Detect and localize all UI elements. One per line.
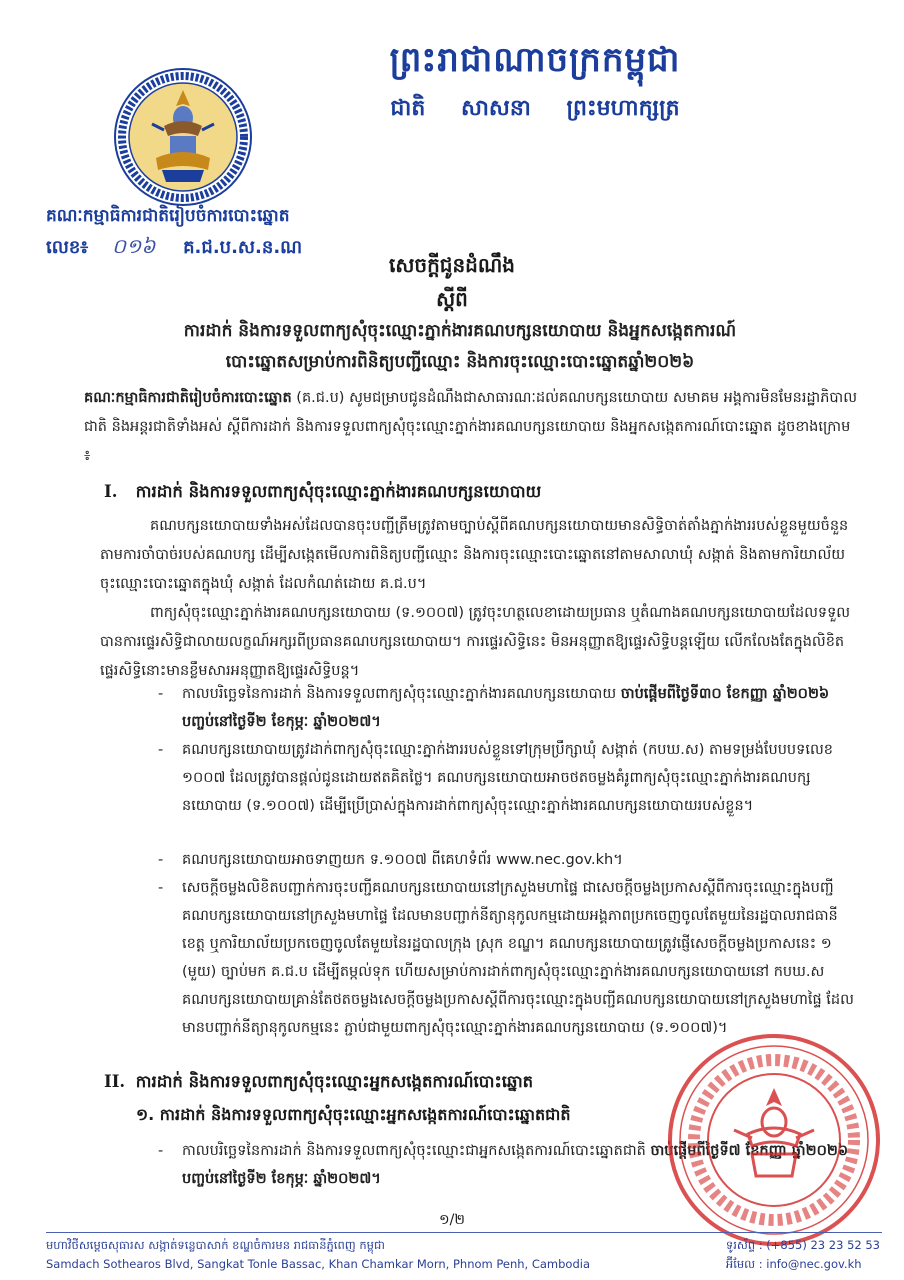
section-2-number: II. bbox=[104, 1072, 126, 1091]
document-subtitle: ស្តីពី bbox=[436, 287, 468, 311]
section-1-paragraph-1: គណបក្សនយោបាយទាំងអស់ដែលបានចុះបញ្ជីត្រឹមត្រូវតាមច្បាប់ស្តីពីគណបក្សនយោបាយមានសិទ្ធិចាត់តាំងភ្នាក់ងាររបស់ខ្លួនមួយចំនួនតាមការចាំបាច់របស់គណបក្ស ដើម្បីសង្កេតមើលការពិនិត្យបញ្ជីឈ្មោះ និងការចុះឈ្មោះបោះឆ្នោតនៅតាមសាលាឃុំ សង្កាត់ និងតាមការិយាល័យចុះឈ្មោះបោះឆ្នោតក្នុងឃុំ សង្កាត់ ដែលកំណត់ដោយ គ.ជ.ប។ bbox=[100, 518, 849, 592]
footer-address-kh: មហាវិថីសម្តេចសុធារស សង្កាត់ទន្លេបាសាក់ ខណ្ឌចំការមន រាជធានីភ្នំពេញ កម្ពុជា bbox=[46, 1238, 385, 1252]
document-subject-line2: បោះឆ្នោតសម្រាប់ការពិនិត្យបញ្ជីឈ្មោះ និងការចុះឈ្មោះបោះឆ្នោតឆ្នាំ២០២៦ bbox=[225, 352, 695, 372]
section-1-heading bbox=[104, 482, 541, 506]
bullet-text: កាលបរិច្ឆេទនៃការដាក់ និងការទទួលពាក្យសុំចុះឈ្មោះភ្នាក់ងារគណបក្សនយោបាយ bbox=[182, 686, 621, 702]
footer-divider bbox=[46, 1232, 882, 1233]
section-1-paragraph-2: ពាក្យសុំចុះឈ្មោះភ្នាក់ងារគណបក្សនយោបាយ (ទ.១០០៧) ត្រូវចុះហត្ថលេខាដោយប្រធាន ឬតំណាងគណបក្សនយោបាយដែលទទួលបានការផ្ទេរសិទ្ធិជាលាយលក្ខណ៍អក្សរពីប្រធានគណបក្សនយោបាយ។ ការផ្ទេរសិទ្ធិនេះ មិនអនុញ្ញាតឱ្យផ្ទេរសិទ្ធិបន្តឡើយ លើកលែងតែក្នុងលិខិតផ្ទេរសិទ្ធិនោះមានខ្លឹមសារអនុញ្ញាតឱ្យផ្ទេរសិទ្ធិបន្ត។ bbox=[100, 605, 851, 679]
section-2-title: ការដាក់ និងការទទួលពាក្យសុំចុះឈ្មោះអ្នកសង្កេតការណ៍បោះឆ្នោត bbox=[135, 1072, 534, 1091]
motto-religion: សាសនា bbox=[460, 95, 531, 121]
kingdom-title: ព្រះរាជាណាចក្រកម្ពុជា bbox=[389, 40, 681, 80]
reference-label: លេខ៖ bbox=[46, 237, 89, 258]
footer-address bbox=[46, 1236, 590, 1274]
bullet-text: កាលបរិច្ឆេទនៃការដាក់ និងការទទួលពាក្យសុំចុះឈ្មោះជាអ្នកសង្កេតការណ៍បោះឆ្នោតជាតិ bbox=[182, 1143, 651, 1159]
intro-paragraph bbox=[84, 384, 860, 471]
bullet-text: - សេចក្តីចម្លងលិខិតបញ្ជាក់ការចុះបញ្ជីគណបក្សនយោបាយនៅក្រសួងមហាផ្ទៃ ជាសេចក្តីចម្លងប្រកាសស្តីពីការចុះឈ្មោះក្នុងបញ្ជីគណបក្សនយោបាយនៅក្រសួងមហាផ្ទៃ ដែលមានបញ្ជាក់នីត្យានុកូលកម្មដោយអង្គភាពប្រកចេញចូលតែមួយនៃរដ្ឋបាលរាជធានី ខេត្ត ឬការិយាល័យប្រកចេញចូលតែមួយនៃរដ្ឋបាលក្រុង ស្រុក ខណ្ឌ។ គណបក្សនយោបាយត្រូវផ្ញើសេចក្តីចម្លងប្រកាសនេះ ១ (មួយ) ច្បាប់មក គ.ជ.ប ដើម្បីតម្កល់ទុក ហើយសម្រាប់ការដាក់ពាក្យសុំចុះឈ្មោះភ្នាក់ងារគណបក្សនយោបាយនៅ កបឃ.ស គណបក្សនយោបាយគ្រាន់តែថតចម្លងសេចក្តីចម្លងប្រកាសស្តីពីការចុះឈ្មោះក្នុងបញ្ជីគណបក្សនយោបាយនៅក្រសួងមហាផ្ទៃ ដែលមានបញ្ជាក់នីត្យានុកូលកម្មនេះ ភ្ជាប់ជាមួយពាក្យសុំចុះឈ្មោះភ្នាក់ងារគណបក្សនយោបាយ (ទ.១០០៧)។ bbox=[158, 874, 860, 1042]
document-subject-line1: ការដាក់ និងការទទួលពាក្យសុំចុះឈ្មោះភ្នាក់ងារគណបក្សនយោបាយ និងអ្នកសង្កេតការណ៍ bbox=[183, 321, 737, 341]
national-motto bbox=[300, 94, 770, 126]
footer-phone: ទូរស័ព្ទ : (+855) 23 23 52 53 bbox=[725, 1238, 880, 1252]
footer-email: អ៊ីមែល : info@nec.gov.kh bbox=[725, 1257, 862, 1271]
footer-address-en: Samdach Sothearos Blvd, Sangkat Tonle Bassac, Khan Chamkar Morn, Phnom Penh, Cambodia bbox=[46, 1257, 591, 1271]
section-1-number: I. bbox=[104, 482, 118, 501]
section-1-title: ការដាក់ និងការទទួលពាក្យសុំចុះឈ្មោះភ្នាក់ងារគណបក្សនយោបាយ bbox=[135, 482, 542, 501]
bullet-date-range: ចាប់ផ្តើមពីថ្ងៃទី៣០ ខែកញ្ញា ឆ្នាំ២០២៦ បញ្ចប់នៅថ្ងៃទី២ ខែកុម្ភៈ ឆ្នាំ២០២៧។ bbox=[182, 686, 830, 730]
document-title: សេចក្តីជូនដំណឹង bbox=[389, 253, 515, 277]
section-2-subheading-1: ១. ការដាក់ និងការទទួលពាក្យសុំចុះឈ្មោះអ្នកសង្កេតការណ៍បោះឆ្នោតជាតិ bbox=[136, 1105, 571, 1124]
intro-lead: គណៈកម្មាធិការជាតិរៀបចំការបោះឆ្នោត bbox=[84, 390, 292, 406]
motto-king: ព្រះមហាក្សត្រ bbox=[566, 95, 680, 121]
bullet-date-range: ចាប់ផ្តើមពីថ្ងៃទី៧ ខែកញ្ញា ឆ្នាំ២០២៦ បញ្ចប់នៅថ្ងៃទី២ ខែកុម្ភៈ ឆ្នាំ២០២៧។ bbox=[182, 1143, 849, 1187]
section-1-bullet-4 bbox=[158, 874, 860, 1042]
bullet-text: - គណបក្សនយោបាយអាចទាញយក ទ.១០០៧ ពីគេហទំព័រ www.nec.gov.kh។ bbox=[158, 846, 860, 874]
section-1-bullet-1 bbox=[158, 680, 860, 736]
section-1-bullet-3 bbox=[158, 846, 860, 874]
motto-nation: ជាតិ bbox=[390, 95, 426, 121]
intro-text: (គ.ជ.ប) សូមជម្រាបជូនដំណឹងជាសាធារណៈដល់គណបក្សនយោបាយ សមាគម អង្គការមិនមែនរដ្ឋាភិបាលជាតិ និងអន្តរជាតិទាំងអស់ ស្តីពីការដាក់ និងការទទួលពាក្យសុំចុះឈ្មោះភ្នាក់ងារគណបក្សនយោបាយ និងអ្នកសង្កេតការណ៍បោះឆ្នោត ដូចខាងក្រោម ៖ bbox=[84, 390, 858, 464]
bullet-text: - គណបក្សនយោបាយត្រូវដាក់ពាក្យសុំចុះឈ្មោះភ្នាក់ងាររបស់ខ្លួនទៅក្រុមប្រឹក្សាឃុំ សង្កាត់ (កបឃ.ស) តាមទម្រង់បែបបទលេខ ១០០៧ ដែលត្រូវបានផ្តល់ជូនដោយឥតគិតថ្លៃ។ គណបក្សនយោបាយអាចថតចម្លងគំរូពាក្យសុំចុះឈ្មោះភ្នាក់ងារគណបក្សនយោបាយ (ទ.១០០៧) ដើម្បីប្រើប្រាស់ក្នុងការដាក់ពាក្យសុំចុះឈ្មោះភ្នាក់ងារគណបក្សនយោបាយរបស់ខ្លួន។ bbox=[158, 736, 860, 820]
sender-organization: គណៈកម្មាធិការជាតិរៀបចំការបោះឆ្នោត bbox=[46, 206, 290, 226]
footer-contact bbox=[726, 1236, 880, 1274]
page-number: ១/២ bbox=[439, 1212, 465, 1228]
reference-code: គ.ជ.ប.ស.ន.ណ bbox=[183, 237, 303, 258]
reference-number: ០១៦ bbox=[111, 234, 156, 258]
section-1-bullet-2 bbox=[158, 736, 860, 820]
nec-emblem-logo bbox=[112, 66, 254, 208]
kingdom-header bbox=[300, 38, 770, 126]
section-2-heading bbox=[104, 1072, 533, 1096]
